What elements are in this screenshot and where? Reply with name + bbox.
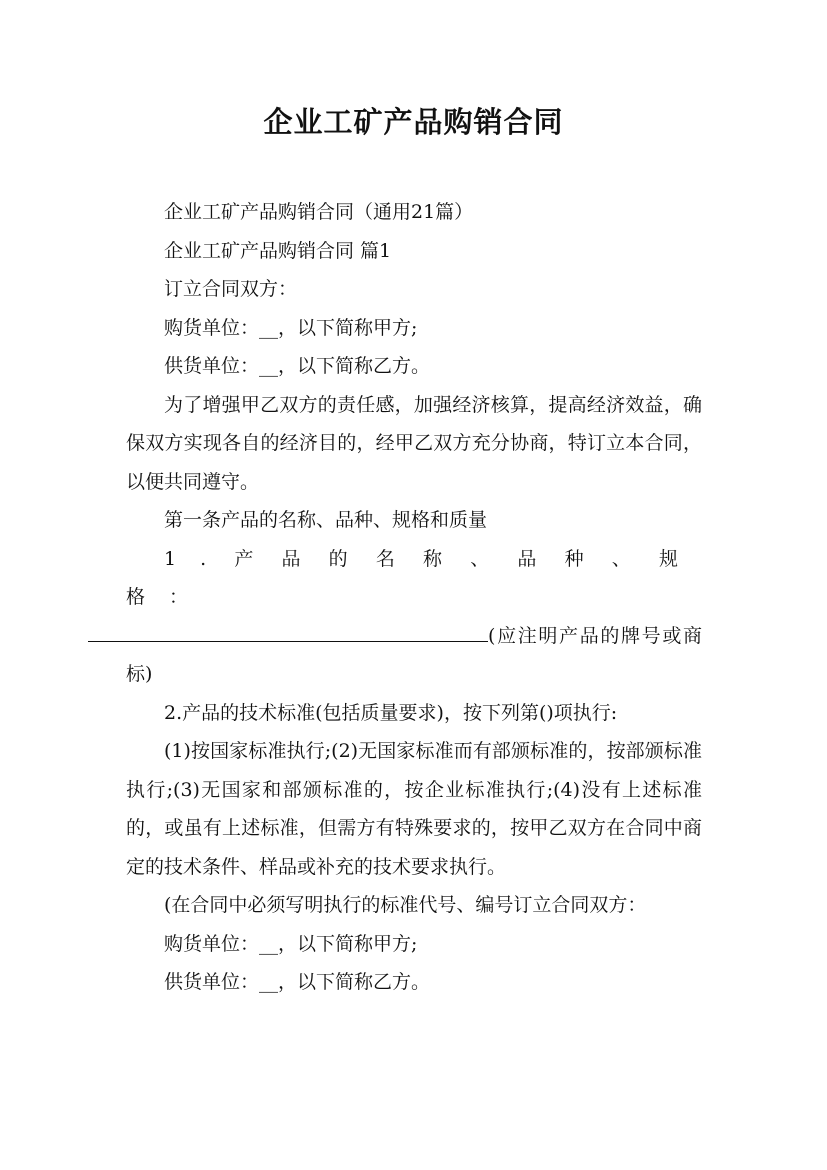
paragraph-item-1: [126, 540, 702, 694]
paragraph-buyer: 购货单位：__，以下简称甲方;: [164, 316, 418, 339]
fill-in-blank-line: [88, 619, 488, 642]
paragraph-intro: 为了增强甲乙双方的责任感，加强经济核算，提高经济效益，确保双方实现各自的经济目的，经甲乙双方充分协商，特订立本合同，以便共同遵守。: [126, 393, 702, 493]
paragraph-article-1: 第一条产品的名称、品种、规格和质量: [164, 509, 488, 531]
paragraph-seller: 供货单位：__，以下简称乙方。: [164, 355, 431, 377]
paragraph-item-2: 2.产品的技术标准(包括质量要求)，按下列第()项执行:: [164, 701, 618, 724]
paragraph-parties: 订立合同双方：: [164, 278, 298, 300]
document-body: [126, 193, 702, 1002]
paragraph-heading: 企业工矿产品购销合同（通用21篇）: [164, 201, 474, 223]
paragraph-standards: (1)按国家标准执行;(2)无国家标准而有部颁标准的，按部颁标准执行;(3)无国家和部颁标准的，按企业标准执行;(4)没有上述标准的，或虽有上述标准，但需方有特殊要求的，按甲乙双方在合同中商定的技术条件、样品或补充的技术要求执行。: [126, 740, 702, 878]
paragraph-standards-note: (在合同中必须写明执行的标准代号、编号订立合同双方：: [164, 894, 647, 916]
item-1-note: (应注明产品的牌号或商标): [126, 624, 702, 685]
paragraph-chapter: 企业工矿产品购销合同 篇1: [164, 239, 392, 262]
paragraph-seller-2: 供货单位：__，以下简称乙方。: [164, 971, 431, 993]
item-1-label: 1.产品的名称、品种、规格：: [126, 547, 702, 608]
paragraph-buyer-2: 购货单位：__，以下简称甲方;: [164, 932, 418, 955]
document-title: 企业工矿产品购销合同: [263, 105, 564, 139]
